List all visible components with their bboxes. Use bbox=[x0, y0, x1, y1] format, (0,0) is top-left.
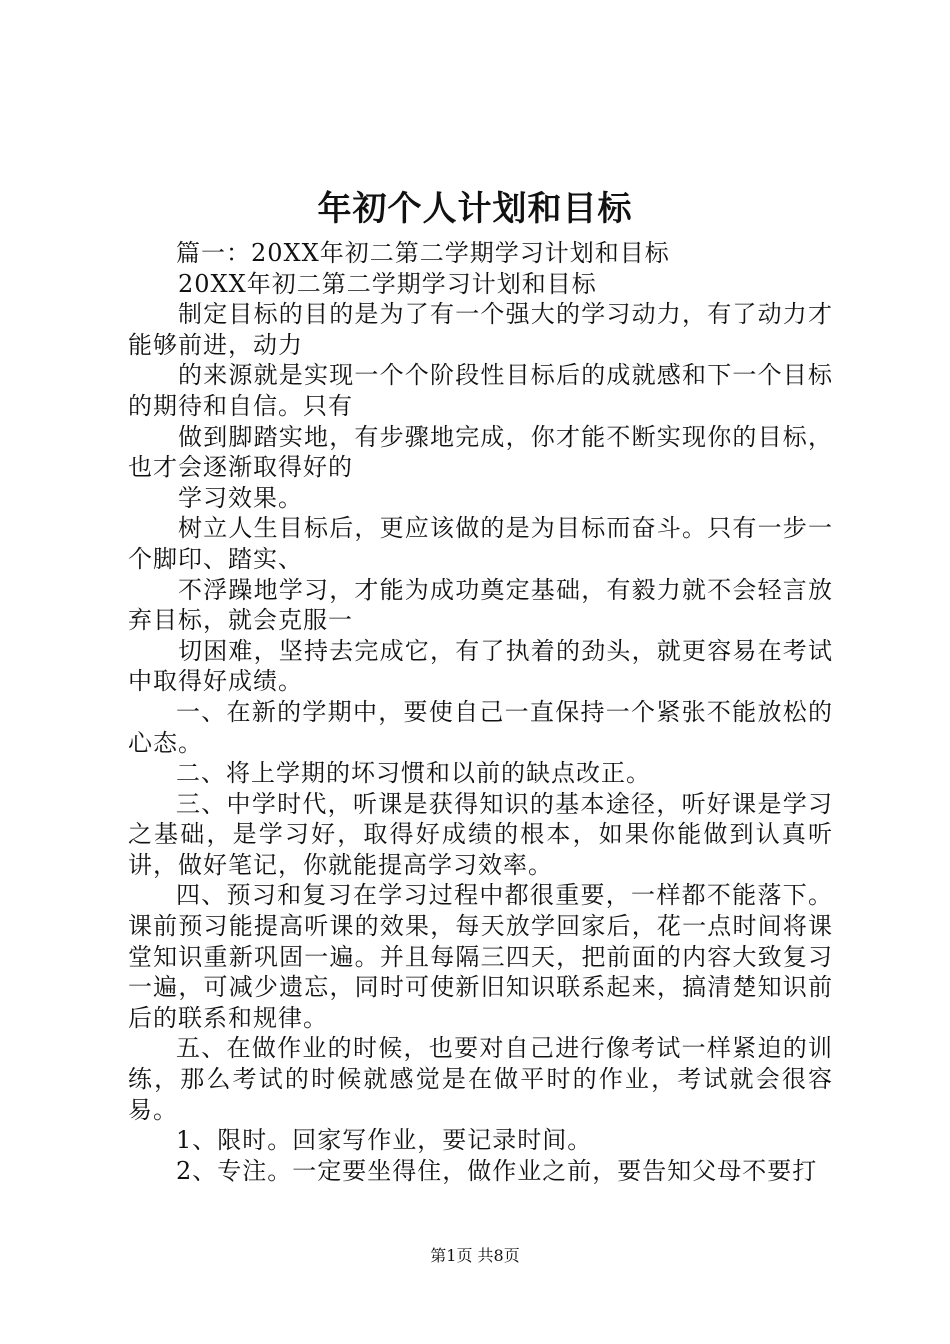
paragraph: 五、在做作业的时候，也要对自己进行像考试一样紧迫的训练，那么考试的时候就感觉是在做平时的作业，考试就会很容易。 bbox=[128, 1034, 833, 1124]
paragraph: 的来源就是实现一个个阶段性目标后的成就感和下一个目标的期待和自信。只有 bbox=[128, 361, 833, 420]
document-title: 年初个人计划和目标 bbox=[317, 189, 633, 229]
paragraph: 2、专注。一定要坐得住，做作业之前，要告知父母不要打 bbox=[176, 1156, 818, 1185]
paragraph: 树立人生目标后，更应该做的是为目标而奋斗。只有一步一个脚印、踏实、 bbox=[128, 514, 833, 573]
document-body bbox=[128, 238, 833, 1186]
paragraph: 三、中学时代，听课是获得知识的基本途径，听好课是学习之基础，是学习好，取得好成绩的根本，如果你能做到认真听讲，做好笔记，你就能提高学习效率。 bbox=[128, 789, 833, 879]
paragraph: 制定目标的目的是为了有一个强大的学习动力，有了动力才能够前进，动力 bbox=[128, 300, 833, 359]
paragraph: 四、预习和复习在学习过程中都很重要，一样都不能落下。课前预习能提高听课的效果，每天放学回家后，花一点时间将课堂知识重新巩固一遍。并且每隔三四天，把前面的内容大致复习一遍，可减少遗忘，同时可使新旧知识联系起来，搞清楚知识前后的联系和规律。 bbox=[128, 881, 833, 1032]
paragraph: 二、将上学期的坏习惯和以前的缺点改正。 bbox=[176, 759, 651, 788]
paragraph: 篇一：20XX年初二第二学期学习计划和目标 bbox=[176, 239, 670, 267]
paragraph: 1、限时。回家写作业，要记录时间。 bbox=[176, 1126, 593, 1155]
page-number-footer: 第1页 共8页 bbox=[430, 1246, 520, 1265]
paragraph: 切困难，坚持去完成它，有了执着的劲头，就更容易在考试中取得好成绩。 bbox=[128, 636, 833, 696]
paragraph: 学习效果。 bbox=[178, 483, 303, 512]
paragraph: 不浮躁地学习，才能为成功奠定基础，有毅力就不会轻言放弃目标，就会克服一 bbox=[128, 575, 833, 635]
paragraph: 做到脚踏实地，有步骤地完成，你才能不断实现你的目标，也才会逐渐取得好的 bbox=[128, 422, 833, 482]
paragraph: 20XX年初二第二学期学习计划和目标 bbox=[178, 269, 597, 298]
paragraph: 一、在新的学期中，要使自己一直保持一个紧张不能放松的心态。 bbox=[128, 697, 833, 757]
